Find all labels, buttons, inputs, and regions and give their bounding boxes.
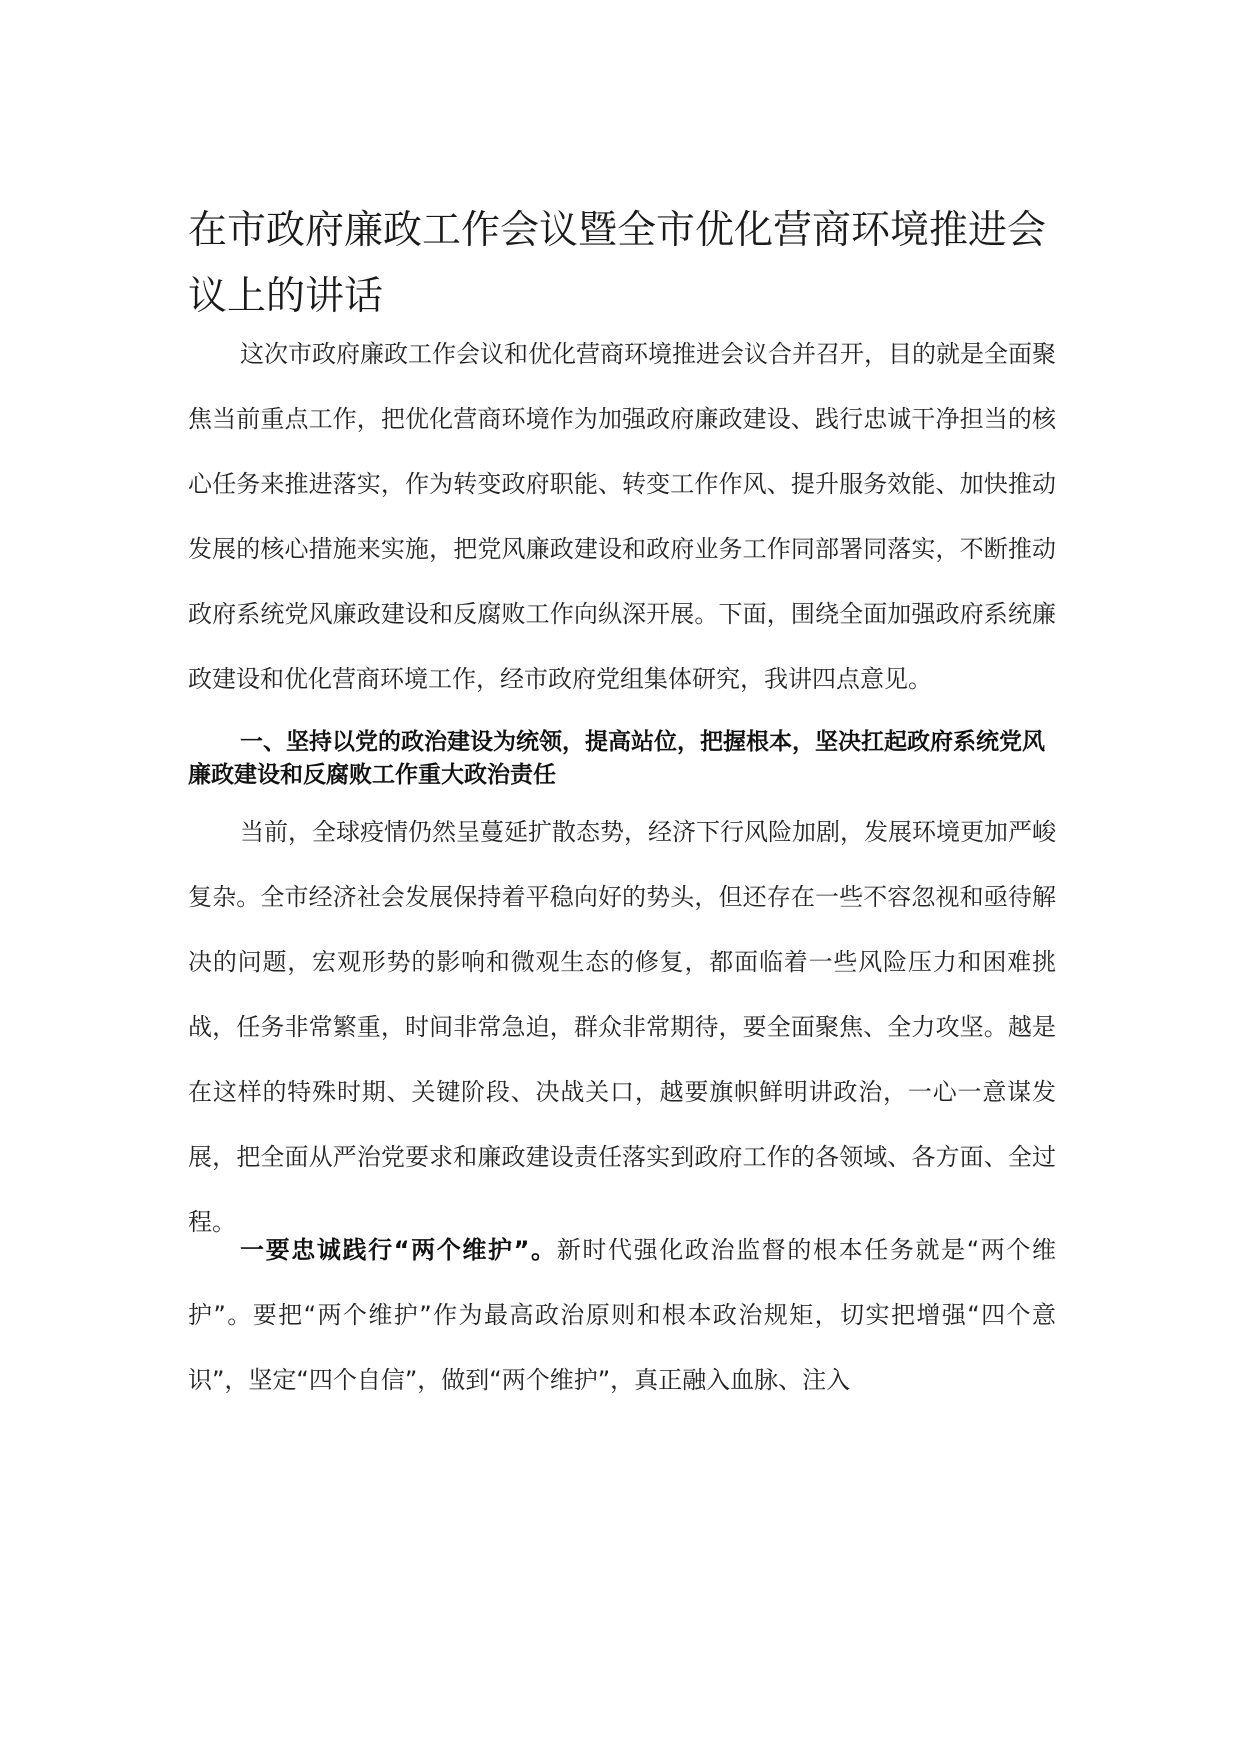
section-heading-1: 一、坚持以党的政治建设为统领，提高站位，把握根本，坚决扛起政府系统党风廉政建设和反腐败工作重大政治责任 bbox=[188, 729, 1045, 788]
point-1-paragraph bbox=[188, 1218, 1056, 1413]
section-1-paragraph: 当前，全球疫情仍然呈蔓延扩散态势，经济下行风险加剧，发展环境更加严峻复杂。全市经济社会发展保持着平稳向好的势头，但还存在一些不容忽视和亟待解决的问题，宏观形势的影响和微观生态的修复，都面临着一些风险压力和困难挑战，任务非常繁重，时间非常急迫，群众非常期待，要全面聚焦、全力攻坚。越是在这样的特殊时期、关键阶段、决战关口，越要旗帜鲜明讲政治，一心一意谋发展，把全面从严治党要求和廉政建设责任落实到政府工作的各领域、各方面、全过程。 bbox=[188, 818, 1056, 1236]
point-1-lead: 一要忠诚践行“两个维护”。 bbox=[240, 1236, 557, 1264]
point-1-text: 新时代强化政治监督的根本任务就是“两个维护”。要把“两个维护”作为最高政治原则和根本政治规矩，切实把增强“四个意识”，坚定“四个自信”，做到“两个维护”，真正融入血脉、注入 bbox=[188, 1236, 1057, 1394]
intro-paragraph: 这次市政府廉政工作会议和优化营商环境推进会议合并召开，目的就是全面聚焦当前重点工作，把优化营商环境作为加强政府廉政建设、践行忠诚干净担当的核心任务来推进落实，作为转变政府职能、转变工作作风、提升服务效能、加快推动发展的核心措施来实施，把党风廉政建设和政府业务工作同部署同落实，不断推动政府系统党风廉政建设和反腐败工作向纵深开展。下面，围绕全面加强政府系统廉政建设和优化营商环境工作，经市政府党组集体研究，我讲四点意见。 bbox=[188, 340, 1056, 693]
document-title: 在市政府廉政工作会议暨全市优化营商环境推进会议上的讲话 bbox=[188, 208, 1047, 319]
